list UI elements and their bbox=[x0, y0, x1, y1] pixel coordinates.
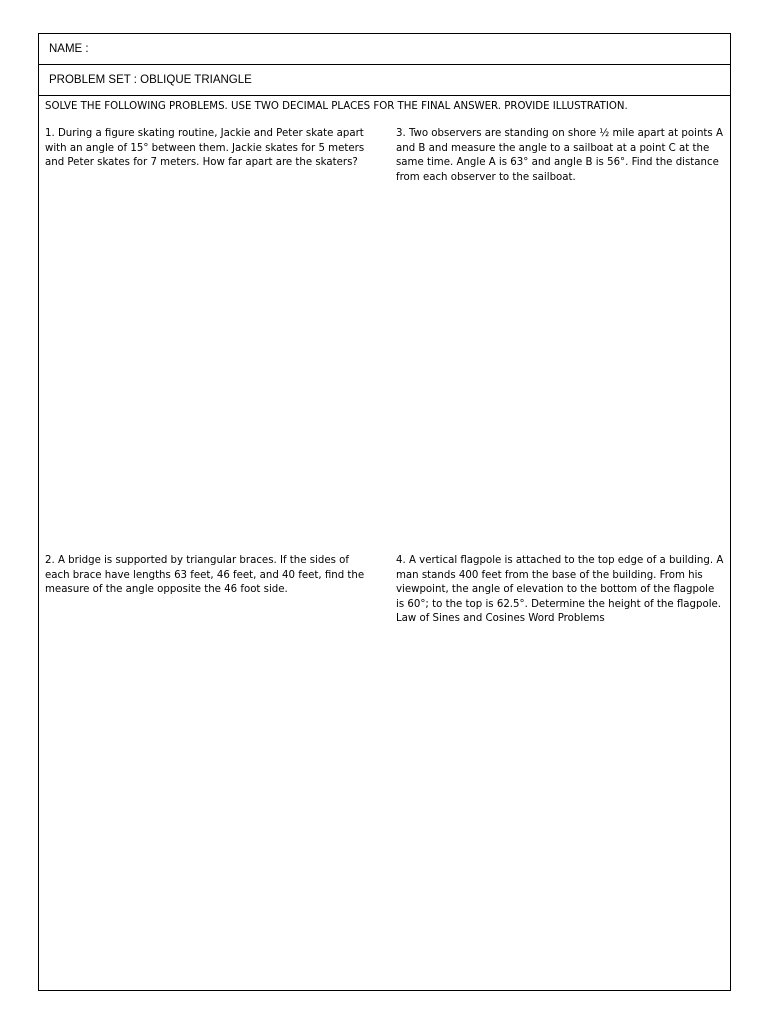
problem-2: 2. A bridge is supported by triangular braces. If the sides of each brace have lengths 63 feet, 46 feet, and 40 feet, find the measure of the angle opposite the 46 foot side. bbox=[45, 555, 365, 596]
problem-set-title-row bbox=[39, 65, 730, 96]
problem-3: 3. Two observers are standing on shore ½ mile apart at points A and B and measure the angle to a sailboat at a point C at the same time. Angle A is 63° and angle B is 56°. Find the distance from each observer to the sailboat. bbox=[396, 128, 723, 183]
problem-4: 4. A vertical flagpole is attached to the top edge of a building. A man stands 400 feet from the base of the building. From his viewpoint, the angle of elevation to the bottom of the flagpole is 60°; to the top is 62.5°. Determine the height of the flagpole. Law of Sines and Cosines Word Problems bbox=[396, 555, 724, 625]
problem-set-title: PROBLEM SET : OBLIQUE TRIANGLE bbox=[49, 74, 252, 86]
problem-1: 1. During a figure skating routine, Jackie and Peter skate apart with an angle of 15° between them. Jackie skates for 5 meters and Peter skates for 7 meters. How far apart are the skaters? bbox=[45, 128, 365, 169]
name-label: NAME : bbox=[49, 43, 89, 55]
name-row bbox=[39, 34, 730, 65]
instructions: SOLVE THE FOLLOWING PROBLEMS. USE TWO DECIMAL PLACES FOR THE FINAL ANSWER. PROVIDE ILLUSTRATION. bbox=[45, 101, 628, 112]
worksheet-frame bbox=[38, 33, 731, 991]
